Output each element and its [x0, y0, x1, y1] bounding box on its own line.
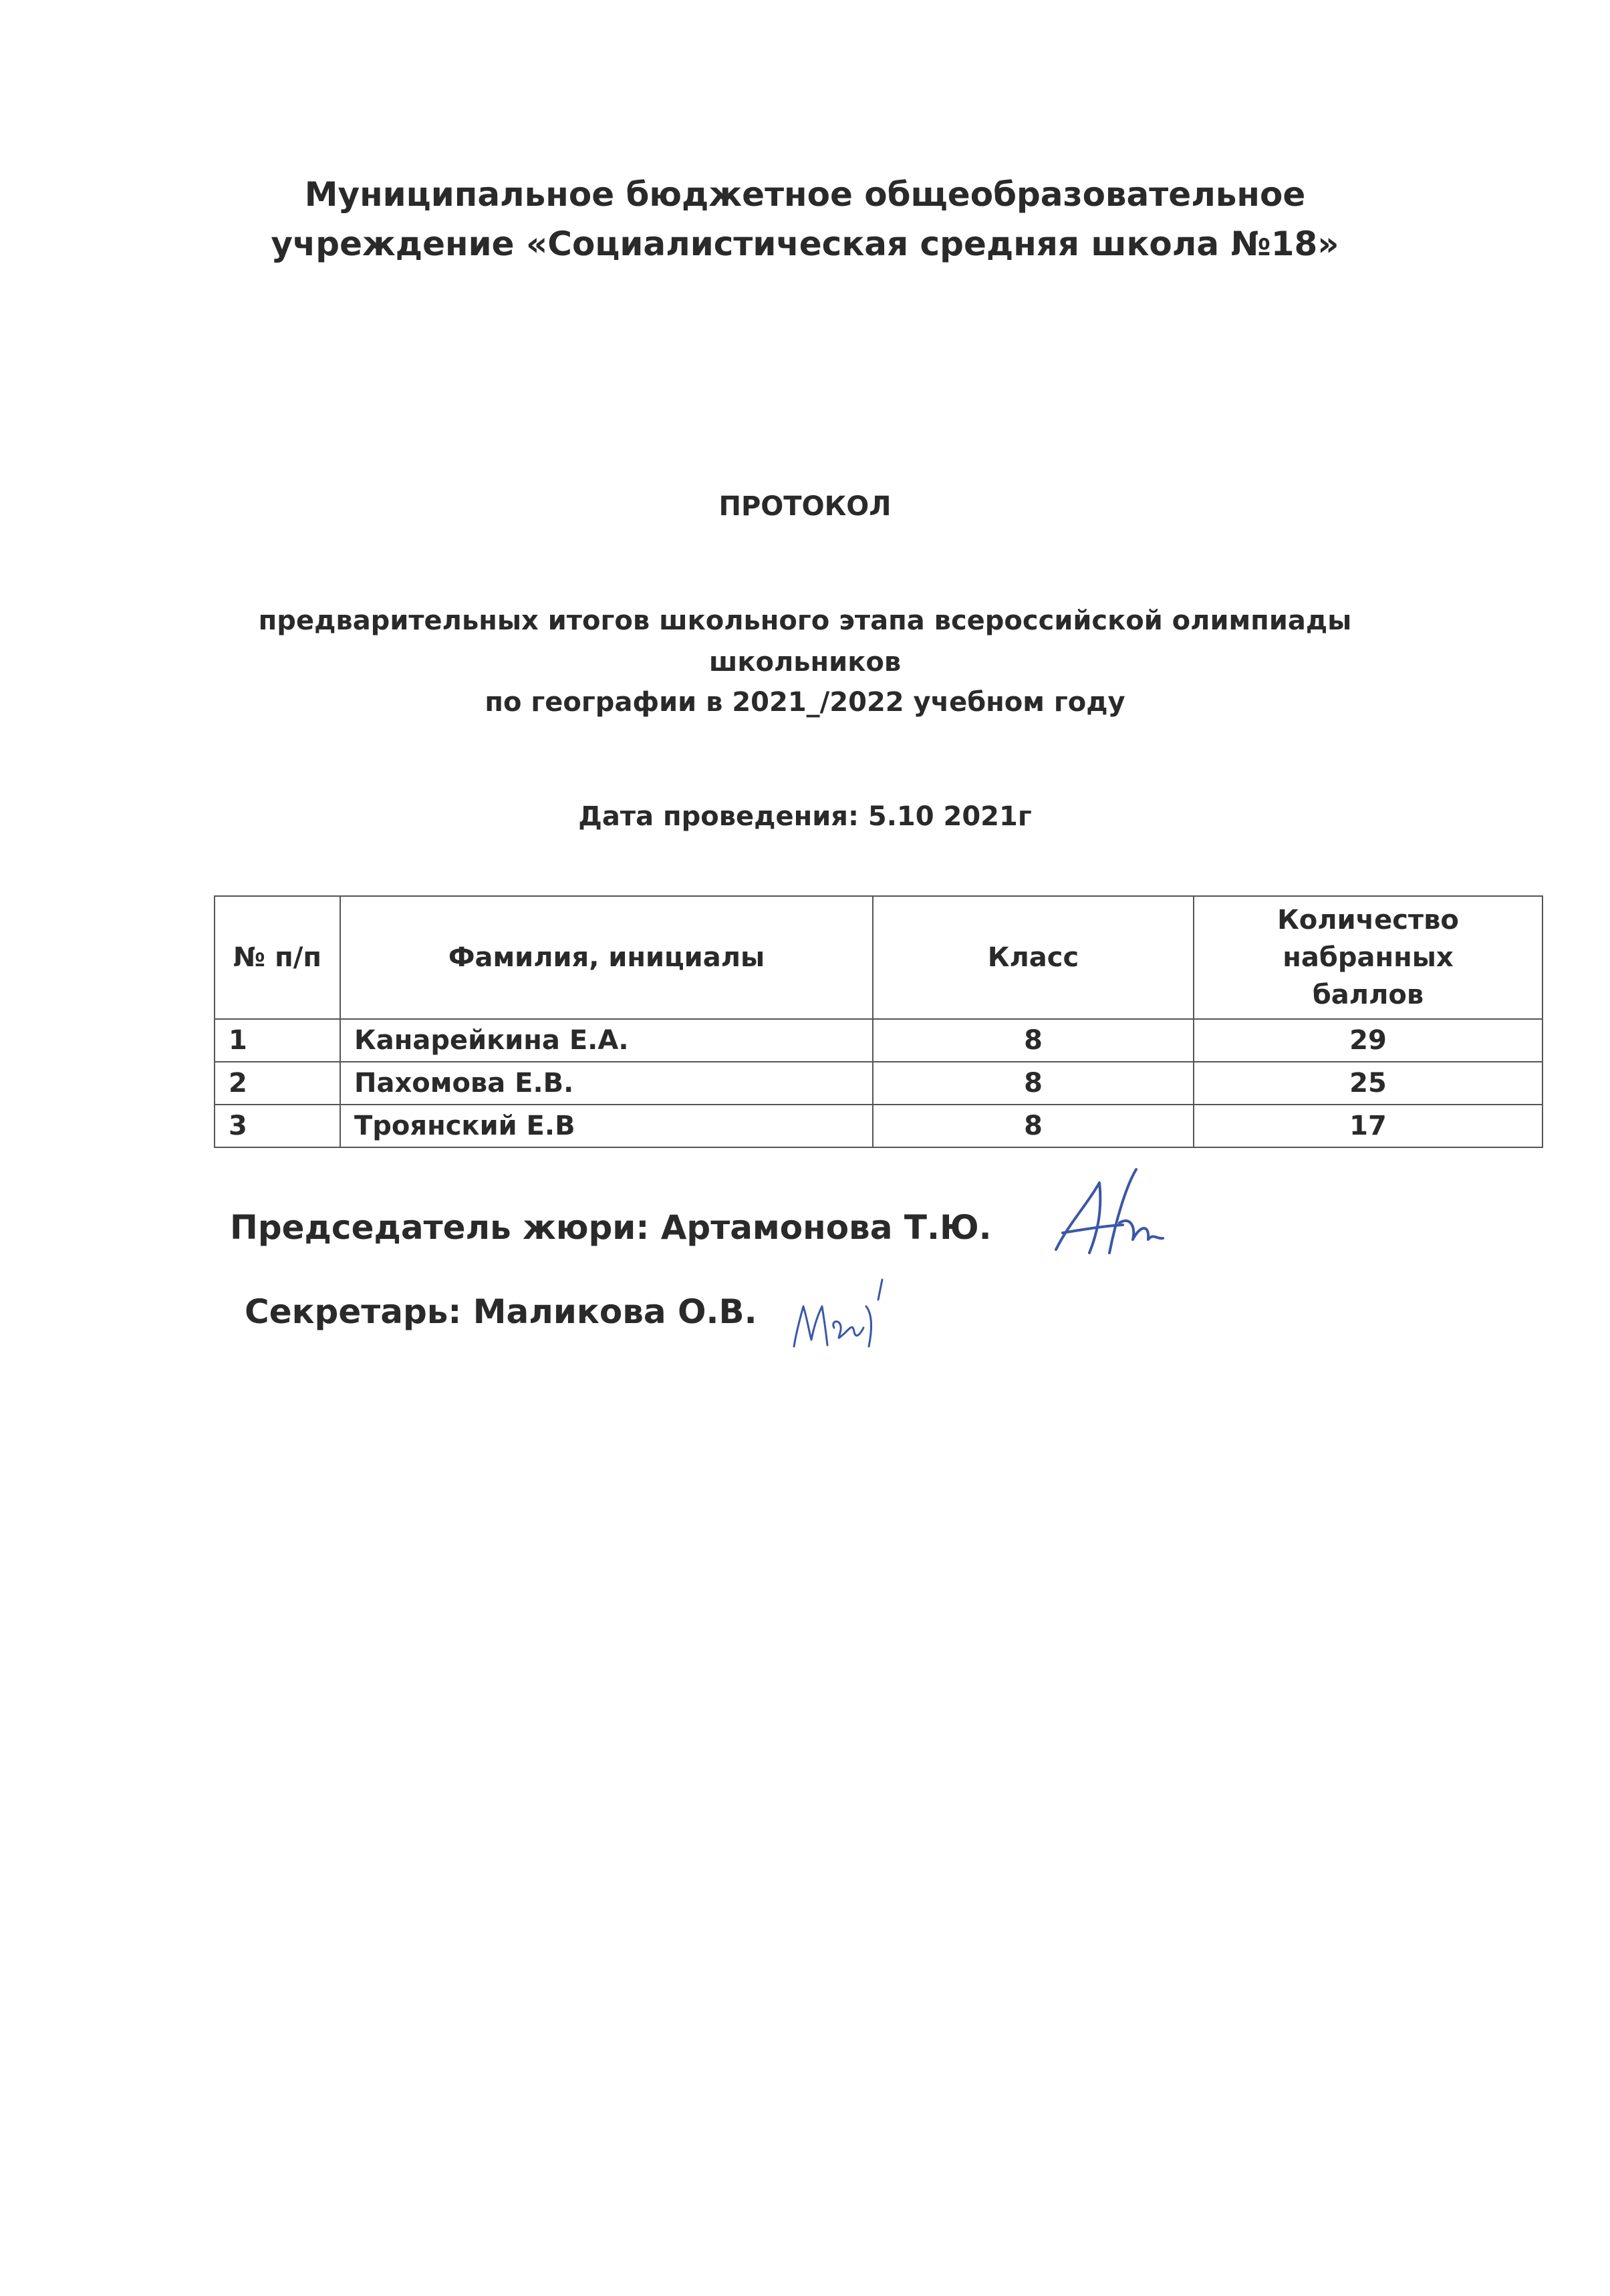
- table-row: [215, 1062, 1542, 1105]
- row-number: 3: [215, 1105, 340, 1147]
- row-name: Канарейкина Е.А.: [340, 1019, 873, 1062]
- row-score: 17: [1194, 1105, 1542, 1147]
- table-header-row: [215, 896, 1542, 1019]
- row-name: Троянский Е.В: [340, 1105, 873, 1147]
- secretary-signature-icon: [789, 1266, 902, 1360]
- organization-line-1: Муниципальное бюджетное общеобразовательное: [304, 175, 1306, 214]
- subtitle-line-3: по географии в 2021_/2022 учебном году: [485, 687, 1125, 718]
- header-score: [1194, 896, 1542, 1019]
- jury-chair-line: Председатель жюри: Артамонова Т.Ю.: [230, 1208, 992, 1247]
- secretary-line: Секретарь: Маликова О.В.: [245, 1292, 757, 1331]
- row-grade: 8: [873, 1105, 1194, 1147]
- header-score-line-3: баллов: [1312, 980, 1424, 1010]
- row-number: 2: [215, 1062, 340, 1105]
- header-score-line-2: набранных: [1283, 942, 1454, 973]
- chair-signature-icon: [1049, 1159, 1166, 1266]
- row-score: 29: [1194, 1019, 1542, 1062]
- row-grade: 8: [873, 1062, 1194, 1105]
- row-grade: 8: [873, 1019, 1194, 1062]
- row-name: Пахомова Е.В.: [340, 1062, 873, 1105]
- header-grade: Класс: [873, 896, 1194, 1019]
- row-score: 25: [1194, 1062, 1542, 1105]
- header-score-line-1: Количество: [1277, 905, 1459, 936]
- results-table: [214, 895, 1543, 1148]
- document-title: ПРОТОКОЛ: [718, 491, 892, 522]
- date-line: Дата проведения: 5.10 2021г: [578, 801, 1032, 832]
- table-row: [215, 1019, 1542, 1062]
- organization-line-2: учреждение «Социалистическая средняя школа №18»: [271, 225, 1339, 263]
- subtitle-line-2: школьников: [708, 647, 902, 678]
- row-number: 1: [215, 1019, 340, 1062]
- table-row: [215, 1105, 1542, 1147]
- header-number: № п/п: [215, 896, 340, 1019]
- subtitle-line-1: предварительных итогов школьного этапа всероссийской олимпиады: [258, 605, 1352, 636]
- header-name: Фамилия, инициалы: [340, 896, 873, 1019]
